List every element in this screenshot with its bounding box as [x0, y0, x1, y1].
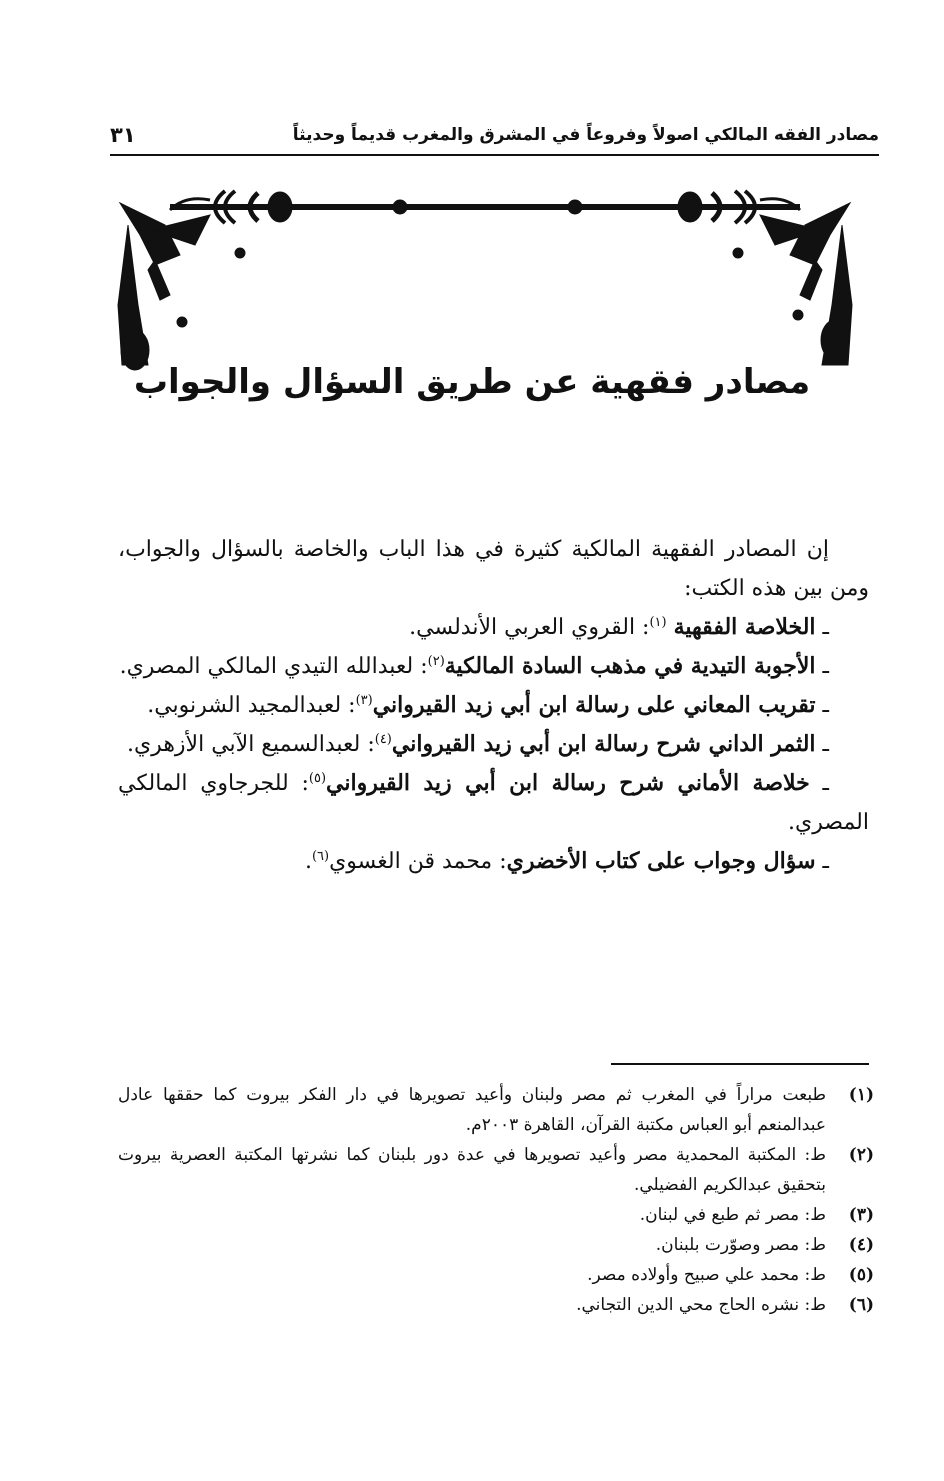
author: : لعبدالله التيدي المالكي المصري. [119, 654, 428, 679]
footnote-text: طبعت مراراً في المغرب ثم مصر ولبنان وأعيد تصويرها في دار الفكر بيروت كما حققها عادل عبدالمنعم أبو العباس مكتبة القرآن، القاهرة ٢٠٠٣م. [118, 1085, 826, 1135]
list-item: ـ خلاصة الأماني شرح رسالة ابن أبي زيد القيرواني$^{(٥)}$: للجرجاوي المالكي المصري. [118, 770, 869, 835]
list-item: ـ الأجوبة التيدية في مذهب السادة المالكية$^{(٢)}$: لعبدالله التيدي المالكي المصري. [119, 653, 829, 679]
footnote-number: (٣) [848, 1205, 874, 1225]
list-item: ـ الثمر الداني شرح رسالة ابن أبي زيد القيرواني$^{(٤)}$: لعبدالسميع الآبي الأزهري. [126, 731, 829, 757]
footnote-text: ط: المكتبة المحمدية مصر وأعيد تصويرها في عدة دور بلبنان كما نشرتها المكتبة العصرية بيروت بتحقيق عبدالكريم الفضيلي. [118, 1145, 826, 1195]
footnote [118, 1290, 874, 1320]
chapter-title: مصادر فقهية عن طريق السؤال والجواب [133, 362, 811, 402]
book-title: سؤال وجواب على كتاب الأخضري [506, 848, 816, 874]
book-title: تقريب المعاني على رسالة ابن أبي زيد القيرواني [372, 692, 816, 718]
page-number: ٣١ [110, 123, 136, 147]
footnote-ref: (٥) [308, 771, 327, 786]
author: : محمد قن الغسوي [329, 849, 507, 874]
footnote-number: (٥) [848, 1265, 874, 1285]
footnote [118, 1230, 874, 1260]
footnote-ref: (٦) [311, 849, 330, 864]
footnote-ref: (٤) [374, 732, 392, 747]
footnote-number: (٦) [848, 1295, 874, 1315]
intro-paragraph: إن المصادر الفقهية المالكية كثيرة في هذا الباب والخاصة بالسؤال والجواب، ومن بين هذه الكتب: [118, 537, 869, 601]
footnote-divider [611, 1063, 869, 1065]
author: : للجرجاوي المالكي المصري. [118, 771, 869, 835]
list-item: ـ الخلاصة الفقهية $^{(١)}$: القروي العربي الأندلسي. [409, 614, 829, 640]
footnote [118, 1140, 874, 1200]
book-title: الأجوبة التيدية في مذهب السادة المالكية [444, 653, 816, 679]
footnote-text: ط: محمد علي صبيح وأولاده مصر. [587, 1265, 826, 1285]
footnote-number: (٢) [848, 1145, 874, 1165]
author: : لعبدالمجيد الشرنوبي. [147, 693, 356, 718]
ornamental-frame-icon [110, 185, 860, 375]
footnote-text: ط: مصر ثم طبع في لبنان. [639, 1205, 826, 1225]
main-text [118, 530, 869, 881]
footnotes [118, 1080, 874, 1320]
footnote-text: ط: مصر وصوّرت بلبنان. [655, 1235, 826, 1255]
footnote-ref: (٣) [355, 693, 373, 708]
book-title: الثمر الداني شرح رسالة ابن أبي زيد القيرواني [391, 731, 816, 757]
footnote [118, 1200, 874, 1230]
book-title: خلاصة الأماني شرح رسالة ابن أبي زيد القيرواني [326, 770, 810, 796]
page-header [110, 118, 879, 152]
header-divider [110, 154, 879, 156]
footnote-number: (٤) [848, 1235, 874, 1255]
book-title: الخلاصة الفقهية [673, 614, 816, 640]
footnote [118, 1080, 874, 1140]
footnote-ref: (١) [649, 615, 667, 630]
footnote-text: ط: نشره الحاج محي الدين التجاني. [576, 1295, 826, 1315]
footnote-number: (١) [848, 1085, 874, 1105]
author: : لعبدالسميع الآبي الأزهري. [126, 732, 375, 757]
footnote [118, 1260, 874, 1290]
footnote-ref: (٢) [427, 654, 445, 669]
list-item: ـ تقريب المعاني على رسالة ابن أبي زيد القيرواني$^{(٣)}$: لعبدالمجيد الشرنوبي. [147, 692, 829, 718]
author: : القروي العربي الأندلسي. [409, 615, 650, 640]
running-title: مصادر الفقه المالكي اصولاً وفروعاً في المشرق والمغرب قديماً وحديثاً [292, 125, 879, 145]
list-item: ـ سؤال وجواب على كتاب الأخضري: محمد قن الغسوي$^{(٦)}$. [304, 848, 829, 874]
